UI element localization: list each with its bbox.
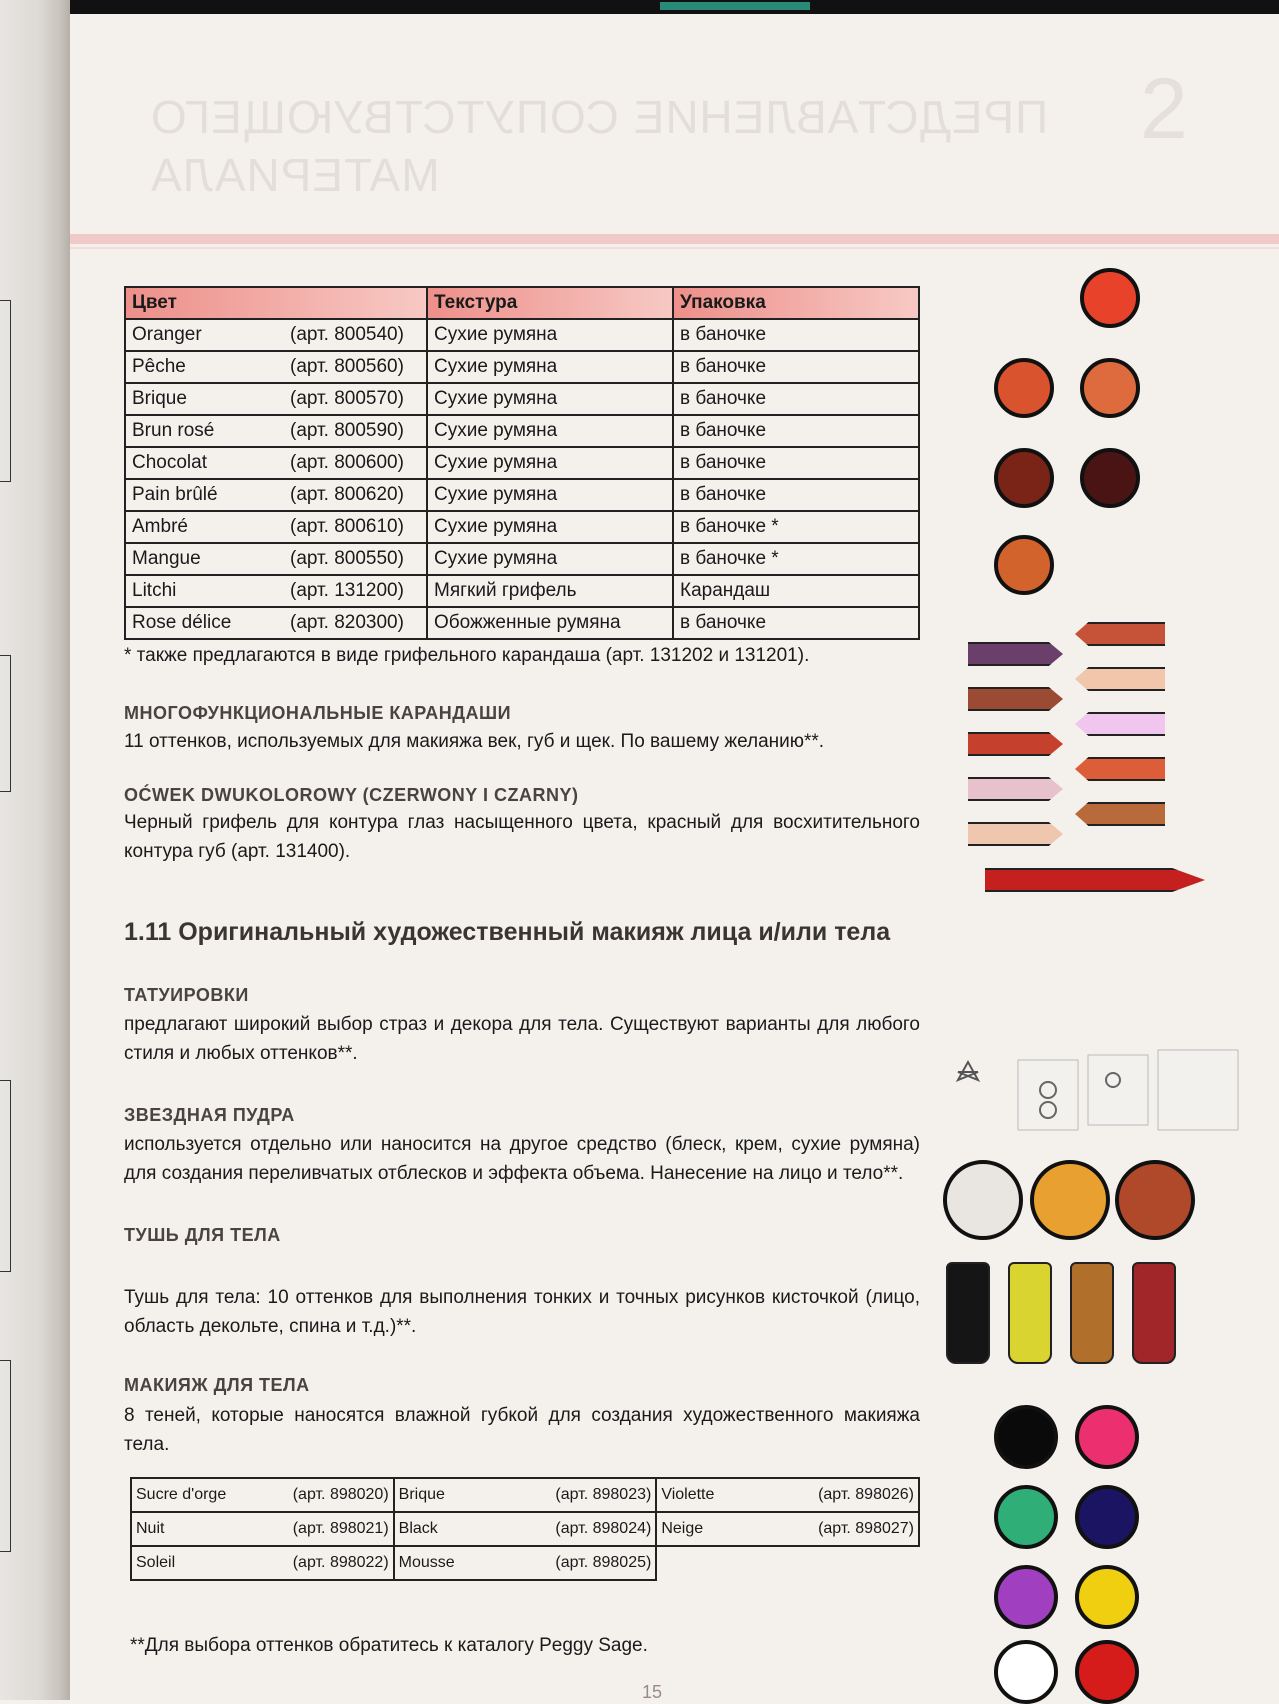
body-ink-text: Тушь для тела: 10 оттенков для выполнения тонких и точных рисунков кисточкой (лицо, область декольте, спина и т.д.)**.	[124, 1287, 920, 1337]
color-cell: Pain brûlé	[125, 479, 284, 511]
pencil-left	[968, 732, 1063, 756]
packaging-cell: в баночке *	[673, 543, 919, 575]
packaging-cell: в баночке	[673, 479, 919, 511]
article-cell: (арт. 800590)	[284, 415, 427, 447]
table-footnote: * также предлагаются в виде грифельного карандаша (арт. 131202 и 131201).	[124, 645, 810, 666]
body-paint-swatch	[994, 1640, 1058, 1704]
tattoo-card	[1018, 1060, 1078, 1130]
pencil-right	[1075, 667, 1165, 691]
article-cell: (арт. 800610)	[284, 511, 427, 543]
body-ink-bottle	[946, 1262, 990, 1364]
packaging-cell: в баночке	[673, 607, 919, 639]
body-ink-heading: ТУШЬ ДЛЯ ТЕЛА	[124, 1225, 281, 1245]
header-rule-thin	[70, 247, 1279, 249]
texture-cell: Сухие румяна	[427, 543, 673, 575]
ghost-title	[150, 88, 1150, 204]
texture-cell: Сухие румяна	[427, 447, 673, 479]
star-powder-heading: ЗВЕЗДНАЯ ПУДРА	[124, 1105, 295, 1125]
tattoo-text: предлагают широкий выбор страз и декора для тела. Существуют варианты для любого стиля и любых оттенков**.	[124, 1014, 920, 1064]
gutter-strip	[0, 655, 11, 792]
header-rule	[70, 234, 1279, 244]
body-paint-swatch	[994, 1405, 1058, 1469]
article-cell: (арт. 800600)	[284, 447, 427, 479]
packaging-cell: Карандаш	[673, 575, 919, 607]
blush-swatch	[994, 358, 1054, 418]
ocweek-text: Черный грифель для контура глаз насыщенного цвета, красный для восхитительного контура губ (арт. 131400).	[124, 812, 920, 862]
chapter-number: 2	[1140, 61, 1188, 157]
color-cell: Litchi	[125, 575, 284, 607]
shade-article: (арт. 898024)	[534, 1512, 656, 1546]
pencils-text: 11 оттенков, используемых для макияжа век, губ и щек. По вашему желанию**.	[124, 731, 825, 752]
pencil-left	[968, 777, 1063, 801]
texture-cell: Сухие румяна	[427, 479, 673, 511]
pencil-right	[1075, 712, 1165, 736]
pencil-left	[968, 642, 1063, 666]
body-paint-swatch	[994, 1565, 1058, 1629]
color-cell: Mangue	[125, 543, 284, 575]
body-paint-swatch	[1075, 1485, 1139, 1549]
blush-swatch	[994, 448, 1054, 508]
star-powder-jar	[1115, 1160, 1195, 1240]
shade-article: (арт. 898022)	[272, 1546, 394, 1580]
packaging-cell: в баночке	[673, 415, 919, 447]
gutter-strip	[0, 300, 11, 482]
shade-row	[131, 1546, 919, 1580]
article-cell: (арт. 800620)	[284, 479, 427, 511]
article-cell: (арт. 820300)	[284, 607, 427, 639]
shade-article: (арт. 898020)	[272, 1478, 394, 1512]
gutter-strip	[0, 1080, 11, 1272]
color-cell: Brique	[125, 383, 284, 415]
body-ink-bottle	[1070, 1262, 1114, 1364]
pencil-right	[1075, 757, 1165, 781]
table-row	[125, 511, 919, 543]
table-row	[125, 543, 919, 575]
shade-row	[131, 1478, 919, 1512]
page-number: 15	[642, 1682, 663, 1702]
table-row	[125, 479, 919, 511]
lipliner-pencil	[985, 868, 1205, 892]
body-ink-bottle	[1132, 1262, 1176, 1364]
article-cell: (арт. 800550)	[284, 543, 427, 575]
tattoo-heading: ТАТУИРОВКИ	[124, 985, 249, 1005]
color-cell: Rose délice	[125, 607, 284, 639]
pencil-right	[1075, 622, 1165, 646]
art-makeup-heading: 1.11 Оригинальный художественный макияж лица и/или тела	[124, 918, 891, 946]
article-cell: (арт. 131200)	[284, 575, 427, 607]
shade-name: Soleil	[131, 1546, 272, 1580]
color-cell: Ambré	[125, 511, 284, 543]
texture-cell: Сухие румяна	[427, 383, 673, 415]
star-powder-text: используется отдельно или наносится на другое средство (блеск, крем, сухие румяна) для создания переливчатых отблесков и эффекта объема. Нанесение на лицо и тело**.	[124, 1134, 920, 1184]
blush-swatch	[1080, 268, 1140, 328]
bottom-note: **Для выбора оттенков обратитесь к каталогу Peggy Sage.	[130, 1635, 648, 1656]
shade-article: (арт. 898026)	[797, 1478, 919, 1512]
body-paint-swatch	[994, 1485, 1058, 1549]
shade-name: Black	[394, 1512, 535, 1546]
title-line2: МАТЕРИАЛА	[150, 149, 440, 201]
empty-cell	[656, 1546, 919, 1580]
texture-cell: Сухие румяна	[427, 415, 673, 447]
shade-name: Mousse	[394, 1546, 535, 1580]
packaging-cell: в баночке *	[673, 511, 919, 543]
header-packaging: Упаковка	[673, 287, 919, 319]
table-row	[125, 383, 919, 415]
shade-name: Violette	[656, 1478, 797, 1512]
table-row	[125, 351, 919, 383]
blush-swatch	[1080, 448, 1140, 508]
texture-cell: Сухие румяна	[427, 511, 673, 543]
star-powder-jar	[943, 1160, 1023, 1240]
texture-cell: Мягкий грифель	[427, 575, 673, 607]
table-row	[125, 415, 919, 447]
packaging-cell: в баночке	[673, 319, 919, 351]
pencil-left	[968, 822, 1063, 846]
left-page-gutter	[0, 0, 70, 1700]
shade-article: (арт. 898027)	[797, 1512, 919, 1546]
body-ink-bottle	[1008, 1262, 1052, 1364]
color-cell: Chocolat	[125, 447, 284, 479]
pencil-left	[968, 687, 1063, 711]
article-cell: (арт. 800570)	[284, 383, 427, 415]
title-line1: ПРЕДСТАВЛЕНИЕ СОПУТСТВУЮЩЕГО	[150, 91, 1049, 143]
tattoo-card	[1088, 1055, 1148, 1125]
header-color: Цвет	[125, 287, 427, 319]
color-cell: Pêche	[125, 351, 284, 383]
shade-article: (арт. 898023)	[534, 1478, 656, 1512]
star-tattoo	[958, 1062, 978, 1080]
color-cell: Oranger	[125, 319, 284, 351]
shade-name: Nuit	[131, 1512, 272, 1546]
body-makeup-text: 8 теней, которые наносятся влажной губкой для создания художественного макияжа тела.	[124, 1405, 920, 1455]
texture-cell: Обожженные румяна	[427, 607, 673, 639]
shades-table	[130, 1477, 920, 1581]
top-dark-bar	[70, 0, 1279, 14]
color-cell: Brun rosé	[125, 415, 284, 447]
blush-swatch	[994, 535, 1054, 595]
blush-table	[124, 286, 920, 640]
texture-cell: Сухие румяна	[427, 319, 673, 351]
shade-article: (арт. 898021)	[272, 1512, 394, 1546]
shade-row	[131, 1512, 919, 1546]
header-texture: Текстура	[427, 287, 673, 319]
packaging-cell: в баночке	[673, 447, 919, 479]
body-paint-swatch	[1075, 1565, 1139, 1629]
blush-swatch	[1080, 358, 1140, 418]
ocweek-heading: OĆWEK DWUKOLOROWY (CZERWONY I CZARNY)	[124, 785, 579, 805]
pencils-heading: МНОГОФУНКЦИОНАЛЬНЫЕ КАРАНДАШИ	[124, 703, 512, 723]
body-paint-swatch	[1075, 1640, 1139, 1704]
shade-article: (арт. 898025)	[534, 1546, 656, 1580]
table-row	[125, 319, 919, 351]
table-row	[125, 447, 919, 479]
shade-name: Sucre d'orge	[131, 1478, 272, 1512]
packaging-cell: в баночке	[673, 351, 919, 383]
table-header-row	[125, 287, 919, 319]
shade-name: Neige	[656, 1512, 797, 1546]
article-cell: (арт. 800560)	[284, 351, 427, 383]
table-row	[125, 607, 919, 639]
texture-cell: Сухие румяна	[427, 351, 673, 383]
star-powder-jar	[1030, 1160, 1110, 1240]
top-accent-bar	[660, 2, 810, 10]
packaging-cell: в баночке	[673, 383, 919, 415]
shade-name: Brique	[394, 1478, 535, 1512]
body-makeup-heading: МАКИЯЖ ДЛЯ ТЕЛА	[124, 1375, 310, 1395]
table-row	[125, 575, 919, 607]
article-cell: (арт. 800540)	[284, 319, 427, 351]
tattoo-card	[1158, 1050, 1238, 1130]
body-paint-swatch	[1075, 1405, 1139, 1469]
gutter-strip	[0, 1360, 11, 1552]
pencil-right	[1075, 802, 1165, 826]
tattoo-cards-icon	[948, 1040, 1248, 1135]
